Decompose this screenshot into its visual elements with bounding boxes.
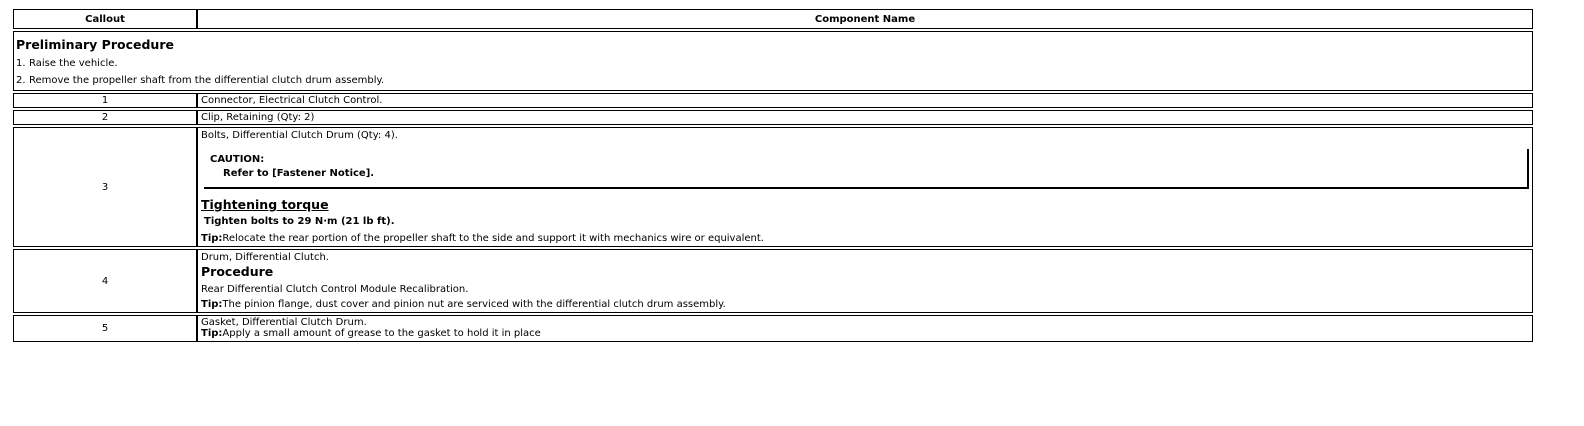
table-row <box>13 127 1533 247</box>
tip-label: Tip: <box>201 299 223 310</box>
header-row <box>13 9 1533 29</box>
tip-text: The pinion flange, dust cover and pinion nut are serviced with the differential clutch drum assembly. <box>222 299 726 310</box>
caution-title: CAUTION: <box>210 154 265 165</box>
component-name: Gasket, Differential Clutch Drum. <box>201 317 367 328</box>
table-row <box>13 93 1533 108</box>
preliminary-step <box>16 58 1530 69</box>
tip-text: Apply a small amount of grease to the gasket to hold it in place <box>222 328 541 339</box>
tip-note <box>201 299 1529 310</box>
component-cell <box>197 249 1533 313</box>
component-cell: Clip, Retaining (Qty: 2) <box>197 110 1533 125</box>
callout-cell: 4 <box>13 249 197 313</box>
tip-note <box>201 233 1529 244</box>
step-text: Remove the propeller shaft from the differential clutch drum assembly. <box>29 75 385 86</box>
tip-label: Tip: <box>201 328 223 339</box>
callout-header: Callout <box>13 9 197 29</box>
procedure-link[interactable]: Rear Differential Clutch Control Module Recalibration. <box>201 284 469 295</box>
component-name: Bolts, Differential Clutch Drum (Qty: 4). <box>201 130 398 141</box>
component-name-header: Component Name <box>197 9 1533 29</box>
callout-cell: 5 <box>13 315 197 342</box>
step-text: Raise the vehicle. <box>29 58 118 69</box>
callout-cell: 2 <box>13 110 197 125</box>
caution-text: Refer to [Fastener Notice]. <box>223 168 375 179</box>
preliminary-procedure <box>13 31 1533 91</box>
preliminary-step <box>16 75 1530 86</box>
torque-title: Tightening torque <box>201 197 329 212</box>
table-row <box>13 110 1533 125</box>
preliminary-title: Preliminary Procedure <box>16 37 174 52</box>
callout-cell: 1 <box>13 93 197 108</box>
tip-text: Relocate the rear portion of the propeller shaft to the side and support it with mechanics wire or equivalent. <box>222 233 764 244</box>
preliminary-row <box>13 31 1533 91</box>
tip-label: Tip: <box>201 233 223 244</box>
component-cell: Connector, Electrical Clutch Control. <box>197 93 1533 108</box>
table-row <box>13 315 1533 342</box>
component-name: Drum, Differential Clutch. <box>201 252 329 263</box>
procedure-title: Procedure <box>201 264 274 279</box>
component-table <box>13 7 1533 344</box>
callout-cell: 3 <box>13 127 197 247</box>
component-cell <box>197 315 1533 342</box>
step-number: 1. <box>16 58 26 69</box>
table-row <box>13 249 1533 313</box>
caution-box <box>204 149 1529 189</box>
component-cell <box>197 127 1533 247</box>
tip-note <box>201 328 1529 339</box>
torque-spec: Tighten bolts to 29 N·m (21 lb ft). <box>204 216 395 227</box>
step-number: 2. <box>16 75 26 86</box>
